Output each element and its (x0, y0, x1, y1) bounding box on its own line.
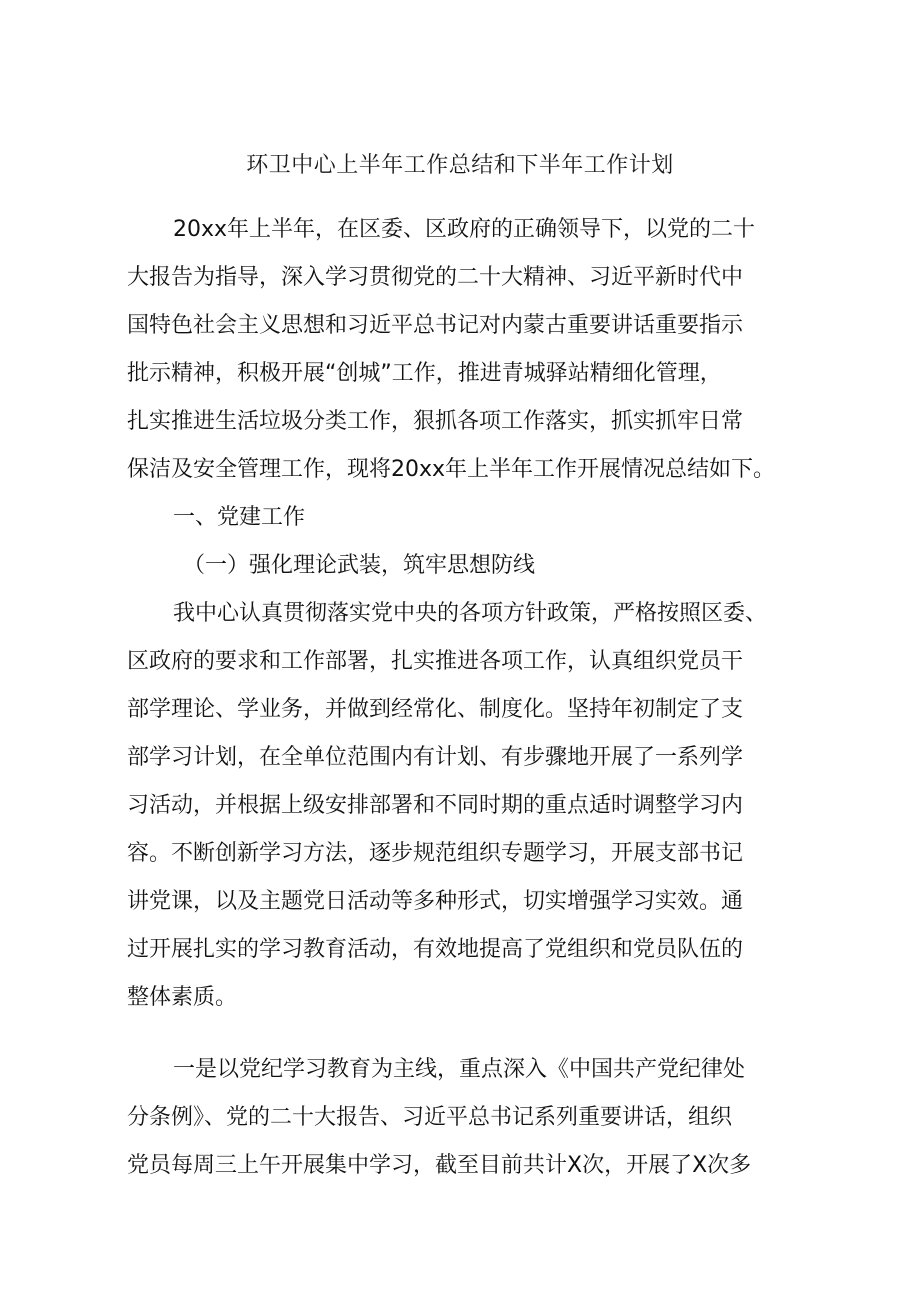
page-title: 环卫中心上半年工作总结和下半年工作计划 (246, 153, 674, 178)
paragraph-line: 部学理论、学业务，并做到经常化、制度化。坚持年初制定了支 (127, 697, 744, 722)
paragraph-line: 我中心认真贯彻落实党中央的各项方针政策，严格按照区委、 (173, 601, 768, 626)
subsection-heading: （一）强化理论武装，筑牢思想防线 (183, 553, 536, 578)
paragraph-line: 党员每周三上午开展集中学习，截至目前共计X次，开展了X次多 (127, 1153, 752, 1178)
body-paragraph (127, 590, 795, 1022)
intro-line: 扎实推进生活垃圾分类工作，狠抓各项工作落实，抓实抓牢日常 (127, 409, 744, 434)
document-body (127, 206, 795, 1190)
paragraph-line: 习活动，并根据上级安排部署和不同时期的重点适时调整学习内 (127, 793, 744, 818)
paragraph-line: 一是以党纪学习教育为主线，重点深入《中国共产党纪律处 (173, 1057, 746, 1082)
paragraph-line: 区政府的要求和工作部署，扎实推进各项工作，认真组织党员干 (127, 649, 744, 674)
paragraph-line: 整体素质。 (127, 985, 238, 1010)
body-paragraph (127, 1046, 795, 1190)
intro-line: 批示精神，积极开展“创城”工作，推进青城驿站精细化管理， (127, 361, 722, 386)
paragraph-line: 容。不断创新学习方法，逐步规范组织专题学习，开展支部书记 (127, 841, 744, 866)
paragraph-line: 讲党课，以及主题党日活动等多种形式，切实增强学习实效。通 (127, 889, 744, 914)
intro-line: 大报告为指导，深入学习贯彻党的二十大精神、习近平新时代中 (127, 265, 744, 290)
intro-line: 国特色社会主义思想和习近平总书记对内蒙古重要讲话重要指示 (127, 313, 744, 338)
paragraph-line: 分条例》、党的二十大报告、习近平总书记系列重要讲话，组织 (127, 1105, 733, 1130)
paragraph-line: 部学习计划，在全单位范围内有计划、有步骤地开展了一系列学 (127, 745, 744, 770)
section-heading: 一、党建工作 (173, 505, 306, 530)
intro-line: 20xx年上半年，在区委、区政府的正确领导下，以党的二十 (173, 217, 756, 242)
paragraph-line: 过开展扎实的学习教育活动，有效地提高了党组织和党员队伍的 (127, 937, 744, 962)
intro-paragraph (127, 206, 795, 494)
intro-line: 保洁及安全管理工作，现将20xx年上半年工作开展情况总结如下。 (127, 457, 776, 482)
